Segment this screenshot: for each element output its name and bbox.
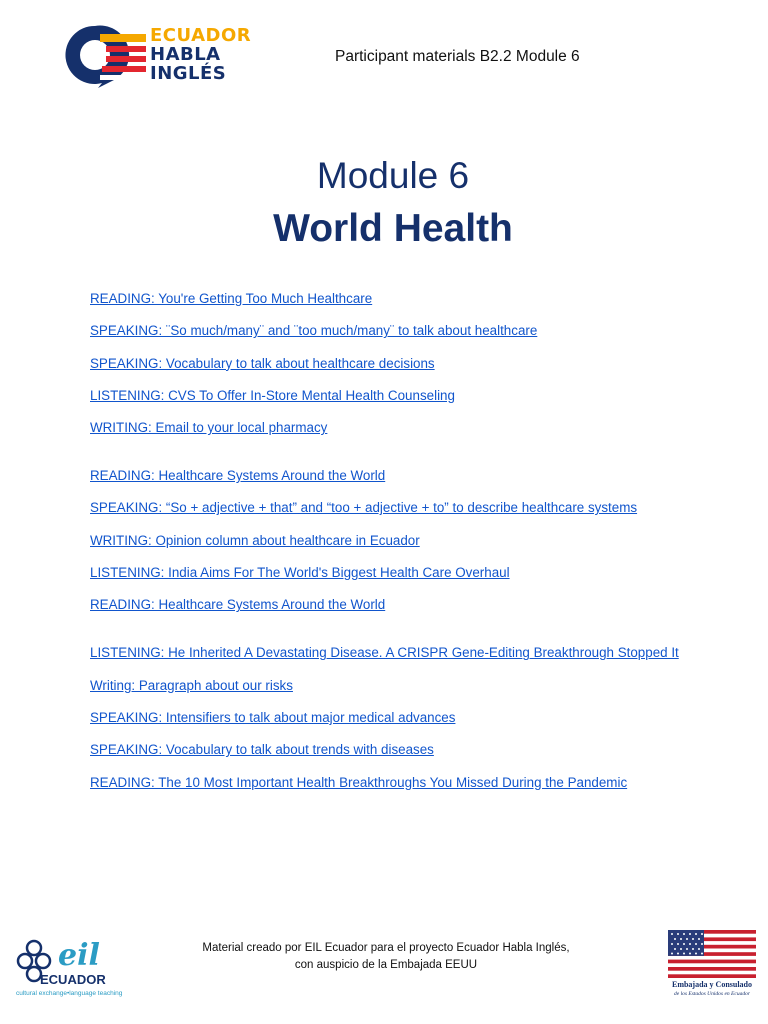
activity-link[interactable]: READING: The 10 Most Important Health Breakthroughs You Missed During the Pandemic — [90, 774, 628, 790]
activity-link[interactable]: SPEAKING: ¨So much/many¨ and ¨too much/many¨ to talk about healthcare — [90, 323, 538, 339]
eil-wordmark: eil — [58, 938, 100, 973]
link-group-2 — [90, 467, 690, 614]
activity-link[interactable]: READING: Healthcare Systems Around the World — [90, 468, 386, 484]
activity-link[interactable]: LISTENING: He Inherited A Devastating Disease. A CRISPR Gene-Editing Breakthrough Stopped It — [90, 645, 679, 661]
footer-credit — [160, 940, 612, 974]
activity-link[interactable]: SPEAKING: Intensifiers to talk about major medical advances — [90, 709, 456, 725]
us-embassy-logo — [668, 930, 756, 1004]
logo-line-ecuador: ECUADOR — [150, 25, 252, 46]
activity-link[interactable]: Writing: Paragraph about our risks — [90, 677, 293, 693]
embassy-subtitle: de los Estados Unidos en Ecuador — [674, 991, 750, 997]
activity-link[interactable]: SPEAKING: “So + adjective + that” and “too + adjective + to” to describe healthcare systems — [90, 500, 638, 516]
activity-link[interactable]: LISTENING: CVS To Offer In-Store Mental Health Counseling — [90, 387, 455, 403]
eil-tagline: cultural exchange•language teaching — [16, 990, 123, 997]
footer-credit-line-2: con auspicio de la Embajada EEUU — [294, 959, 478, 971]
activity-link[interactable]: READING: You're Getting Too Much Healthcare — [90, 291, 373, 306]
activity-link[interactable]: LISTENING: India Aims For The World's Biggest Health Care Overhaul — [90, 565, 510, 581]
logo-line-ingles: INGLÉS — [150, 63, 227, 84]
link-group-1 — [90, 290, 690, 437]
ecuador-habla-ingles-logo — [62, 22, 252, 88]
logo-line-habla: HABLA — [150, 44, 221, 65]
activity-link[interactable]: READING: Healthcare Systems Around the World — [90, 597, 386, 613]
module-title: World Health — [273, 207, 513, 250]
eil-ecuador-logo — [14, 936, 123, 1002]
speech-bubble-flag-icon — [62, 22, 148, 88]
logo-wordmark — [150, 26, 251, 83]
embassy-name: Embajada y Consulado — [671, 980, 753, 989]
module-number: Module 6 — [316, 155, 470, 196]
activity-link[interactable]: WRITING: Opinion column about healthcare in Ecuador — [90, 532, 420, 548]
link-group-3 — [90, 644, 690, 791]
activity-link-list — [90, 290, 690, 822]
header-title: Participant materials B2.2 Module 6 — [335, 48, 580, 65]
activity-link[interactable]: WRITING: Email to your local pharmacy — [90, 420, 328, 436]
us-flag-icon — [668, 930, 756, 978]
eil-country: ECUADOR — [40, 972, 106, 987]
footer-credit-line-1: Material creado por EIL Ecuador para el proyecto Ecuador Habla Inglés, — [202, 942, 570, 954]
activity-link[interactable]: SPEAKING: Vocabulary to talk about healthcare decisions — [90, 355, 435, 371]
activity-link[interactable]: SPEAKING: Vocabulary to talk about trends with diseases — [90, 742, 434, 758]
